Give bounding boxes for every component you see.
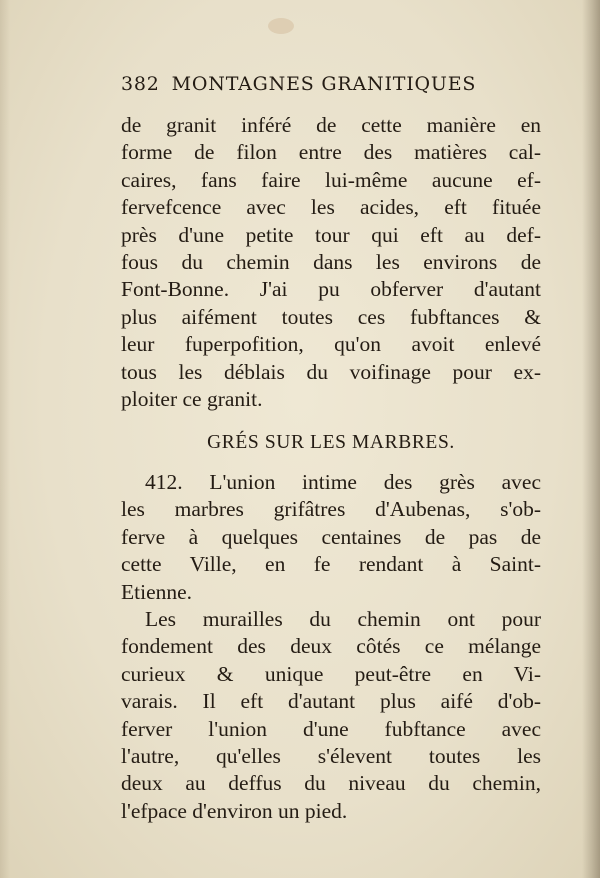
page-left-shadow	[0, 0, 10, 878]
page-number: 382	[121, 73, 160, 95]
text-line: leur fuperpofition, qu'on avoit enlevé	[121, 332, 541, 357]
text-line: l'autre, qu'elles s'élevent toutes les	[121, 743, 541, 768]
text-line: de granit inféré de cette manière en	[121, 113, 541, 137]
text-line: fondement des deux côtés ce mélange	[121, 634, 541, 659]
text-line: 412. L'union intime des grès avec	[145, 469, 541, 494]
paragraph-2-continued	[121, 496, 541, 606]
text-line: Etienne.	[121, 579, 193, 604]
body-text	[121, 112, 541, 825]
text-line: les marbres grifâtres d'Aubenas, s'ob-	[121, 497, 541, 522]
text-line: deux au deffus du niveau du chemin,	[121, 771, 541, 796]
text-line: Font-Bonne. J'ai pu obferver d'autant	[121, 277, 541, 302]
text-line: ferve à quelques centaines de pas de	[121, 524, 541, 549]
text-line: forme de filon entre des matières cal-	[121, 140, 541, 165]
paragraph-2	[121, 469, 541, 496]
text-line: varais. Il eft d'autant plus aifé d'ob-	[121, 689, 541, 714]
paragraph-3	[121, 606, 541, 825]
text-line: fervefcence avec les acides, eft fituée	[121, 195, 541, 220]
section-title: GRÉS SUR LES MARBRES.	[207, 432, 455, 454]
running-header	[121, 73, 541, 95]
paragraph-1	[121, 112, 541, 413]
text-line: Les murailles du chemin ont pour	[145, 606, 541, 631]
text-line: ploiter ce granit.	[121, 387, 263, 412]
running-title: MONTAGNES GRANITIQUES	[171, 73, 477, 95]
text-line: près d'une petite tour qui eft au def-	[121, 222, 541, 247]
text-line: l'efpace d'environ un pied.	[121, 798, 348, 823]
text-line: caires, fans faire lui-même aucune ef-	[121, 167, 541, 192]
text-line: ferver l'union d'une fubftance avec	[121, 716, 541, 741]
paper-stain	[268, 18, 294, 34]
text-line: tous les déblais du voifinage pour ex-	[121, 359, 541, 384]
text-line: cette Ville, en fe rendant à Saint-	[121, 552, 541, 577]
page-right-shadow	[582, 0, 600, 878]
text-line: fous du chemin dans les environs de	[121, 250, 541, 275]
text-line: curieux & unique peut-être en Vi-	[121, 661, 541, 686]
text-line: plus aifément toutes ces fubftances &	[121, 304, 541, 329]
